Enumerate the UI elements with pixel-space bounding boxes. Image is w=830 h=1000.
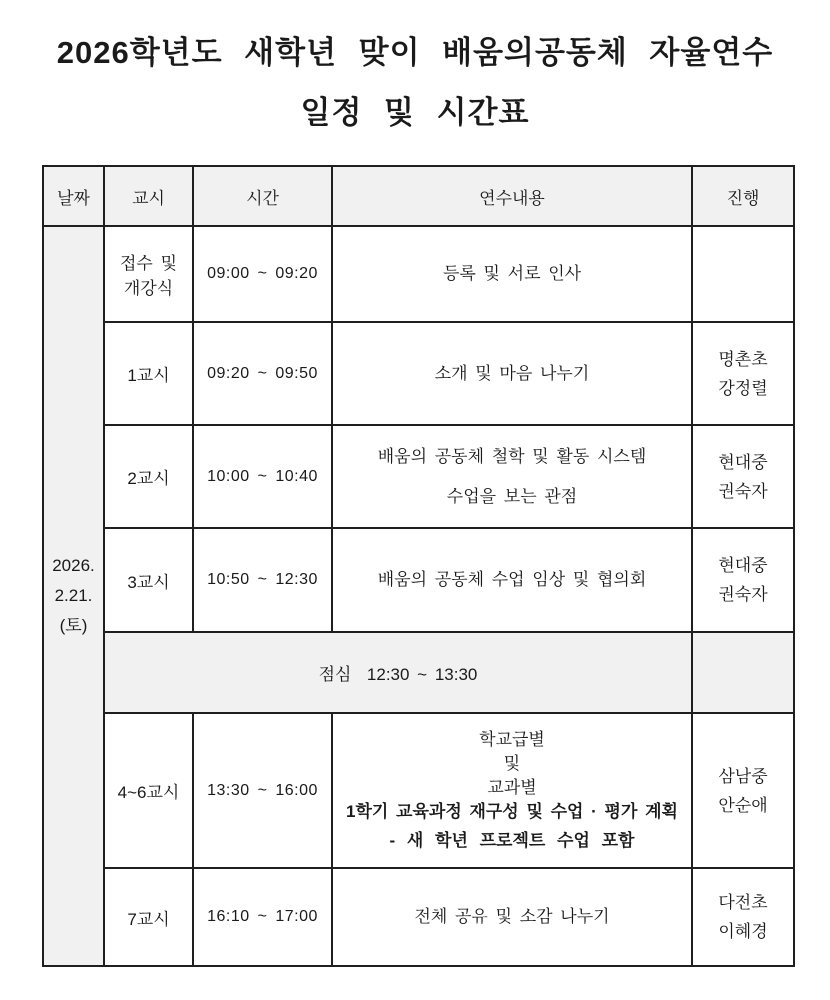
table-row-lunch [43,632,794,713]
table-row-period7 [43,868,794,966]
content-cell: 배움의 공동체 수업 임상 및 협의회 [332,528,692,632]
presenter-cell: 현대중 권숙자 [692,528,794,632]
presenter-cell: 다전초 이혜경 [692,868,794,966]
header-row [43,166,794,226]
period-cell: 접수 및 개강식 [104,226,193,322]
date-line: 2026. [52,556,95,575]
period-cell: 3교시 [104,528,193,632]
date-line: (토) [59,616,88,635]
presenter-cell: 현대중 권숙자 [692,425,794,528]
content-cell: 배움의 공동체 철학 및 활동 시스템 수업을 보는 관점 [332,425,692,528]
content-cell: 등록 및 서로 인사 [332,226,692,322]
time-cell: 10:00 ~ 10:40 [193,425,332,528]
table-row-period4-6 [43,713,794,868]
header-content: 연수내용 [332,166,692,226]
time-cell: 09:20 ~ 09:50 [193,322,332,425]
presenter-cell: 삼남중 안순애 [692,713,794,868]
time-cell: 09:00 ~ 09:20 [193,226,332,322]
header-date: 날짜 [43,166,104,226]
date-cell [43,226,104,966]
presenter-cell [692,632,794,713]
period-cell: 2교시 [104,425,193,528]
period-cell: 7교시 [104,868,193,966]
table-row-period1 [43,322,794,425]
document-title [0,0,830,130]
period-cell: 4~6교시 [104,713,193,868]
time-cell: 13:30 ~ 16:00 [193,713,332,868]
lunch-cell: 점심 12:30 ~ 13:30 [104,632,692,713]
schedule-table [42,165,795,967]
table-row-period2 [43,425,794,528]
table-row-period3 [43,528,794,632]
date-line: 2.21. [54,586,93,605]
title-line-2: 일정 및 시간표 [300,95,530,130]
content-cell: 학교급별 및 교과별 1학기 교육과정 재구성 및 수업 · 평가 계획 - 새 학년 프로젝트 수업 포함 [332,713,692,868]
time-cell: 16:10 ~ 17:00 [193,868,332,966]
presenter-cell [692,226,794,322]
table-row-registration [43,226,794,322]
period-cell: 1교시 [104,322,193,425]
content-cell: 소개 및 마음 나누기 [332,322,692,425]
header-time: 시간 [193,166,332,226]
time-cell: 10:50 ~ 12:30 [193,528,332,632]
title-line-1: 2026학년도 새학년 맞이 배움의공동체 자율연수 [56,35,774,70]
content-cell: 전체 공유 및 소감 나누기 [332,868,692,966]
header-presenter: 진행 [692,166,794,226]
presenter-cell: 명촌초 강정렬 [692,322,794,425]
header-period: 교시 [104,166,193,226]
